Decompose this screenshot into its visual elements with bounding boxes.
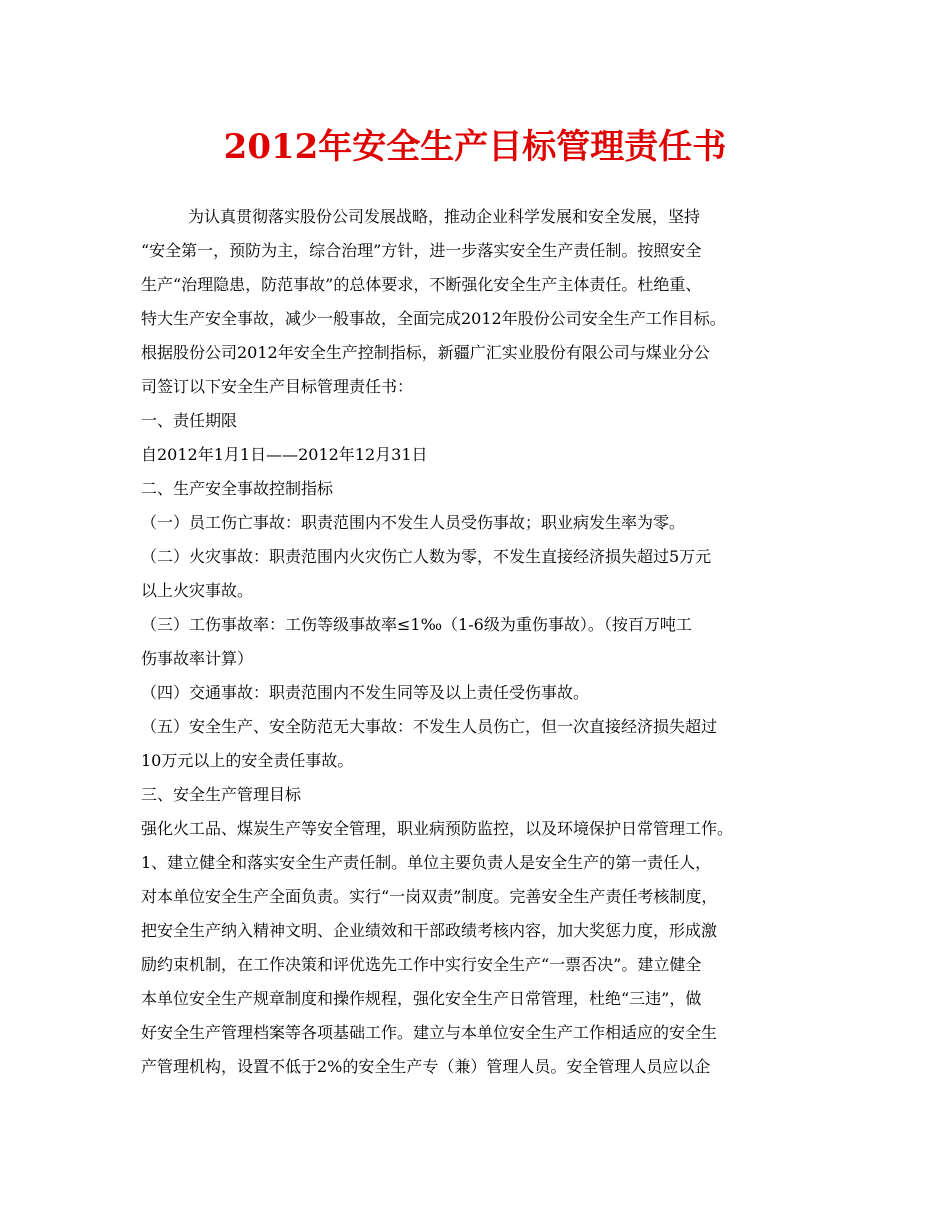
body-line: 为认真贯彻落实股份公司发展战略，推动企业科学发展和安全发展，坚持 <box>188 207 701 226</box>
body-line: 生产“治理隐患，防范事故”的总体要求，不断强化安全生产主体责任。杜绝重、 <box>141 275 702 294</box>
body-line: （五）安全生产、安全防范无大事故：不发生人员伤亡，但一次直接经济损失超过 <box>141 717 718 736</box>
body-line: 自2012年1月1日——2012年12月31日 <box>141 445 428 464</box>
body-line: 1、建立健全和落实安全生产责任制。单位主要负责人是安全生产的第一责任人， <box>141 853 712 872</box>
body-line: 本单位安全生产规章制度和操作规程，强化安全生产日常管理，杜绝“三违”，做 <box>141 989 702 1008</box>
body-line: 司签订以下安全生产目标管理责任书： <box>141 377 414 396</box>
body-line: 励约束机制，在工作决策和评优选先工作中实行安全生产“一票否决”。建立健全 <box>141 955 702 974</box>
section-heading: 三、安全生产管理目标 <box>141 785 302 804</box>
body-line: （三）工伤事故率：工伤等级事故率≤1‰（1-6级为重伤事故）。（按百万吨工 <box>141 615 692 634</box>
section-heading: 一、责任期限 <box>141 411 238 430</box>
body-line: （四）交通事故：职责范围内不发生同等及以上责任受伤事故。 <box>141 683 590 702</box>
body-line: 产管理机构，设置不低于2%的安全生产专（兼）管理人员。安全管理人员应以企 <box>141 1057 711 1076</box>
body-line: 好安全生产管理档案等各项基础工作。建立与本单位安全生产工作相适应的安全生 <box>141 1023 718 1042</box>
body-line: 根据股份公司2012年安全生产控制指标，新疆广汇实业股份有限公司与煤业分公 <box>141 343 710 362</box>
body-line: （二）火灾事故：职责范围内火灾伤亡人数为零，不发生直接经济损失超过5万元 <box>141 547 712 566</box>
body-line: “安全第一，预防为主，综合治理”方针，进一步落实安全生产责任制。按照安全 <box>141 241 702 260</box>
body-line: 伤事故率计算） <box>141 649 254 668</box>
body-line: 对本单位安全生产全面负责。实行“一岗双责”制度。完善安全生产责任考核制度， <box>141 887 718 906</box>
body-line: 把安全生产纳入精神文明、企业绩效和干部政绩考核内容，加大奖惩力度，形成激 <box>141 921 718 940</box>
body-line: 强化火工品、煤炭生产等安全管理，职业病预防监控，以及环境保护日常管理工作。 <box>141 819 734 838</box>
body-line: 特大生产安全事故，减少一般事故，全面完成2012年股份公司安全生产工作目标。 <box>141 309 726 328</box>
document-title: 2012年安全生产目标管理责任书 <box>223 127 727 167</box>
body-line: （一）员工伤亡事故：职责范围内不发生人员受伤事故；职业病发生率为零。 <box>141 513 686 532</box>
section-heading: 二、生产安全事故控制指标 <box>141 479 334 498</box>
body-line: 以上火灾事故。 <box>141 581 254 600</box>
body-line: 10万元以上的安全责任事故。 <box>141 751 354 770</box>
